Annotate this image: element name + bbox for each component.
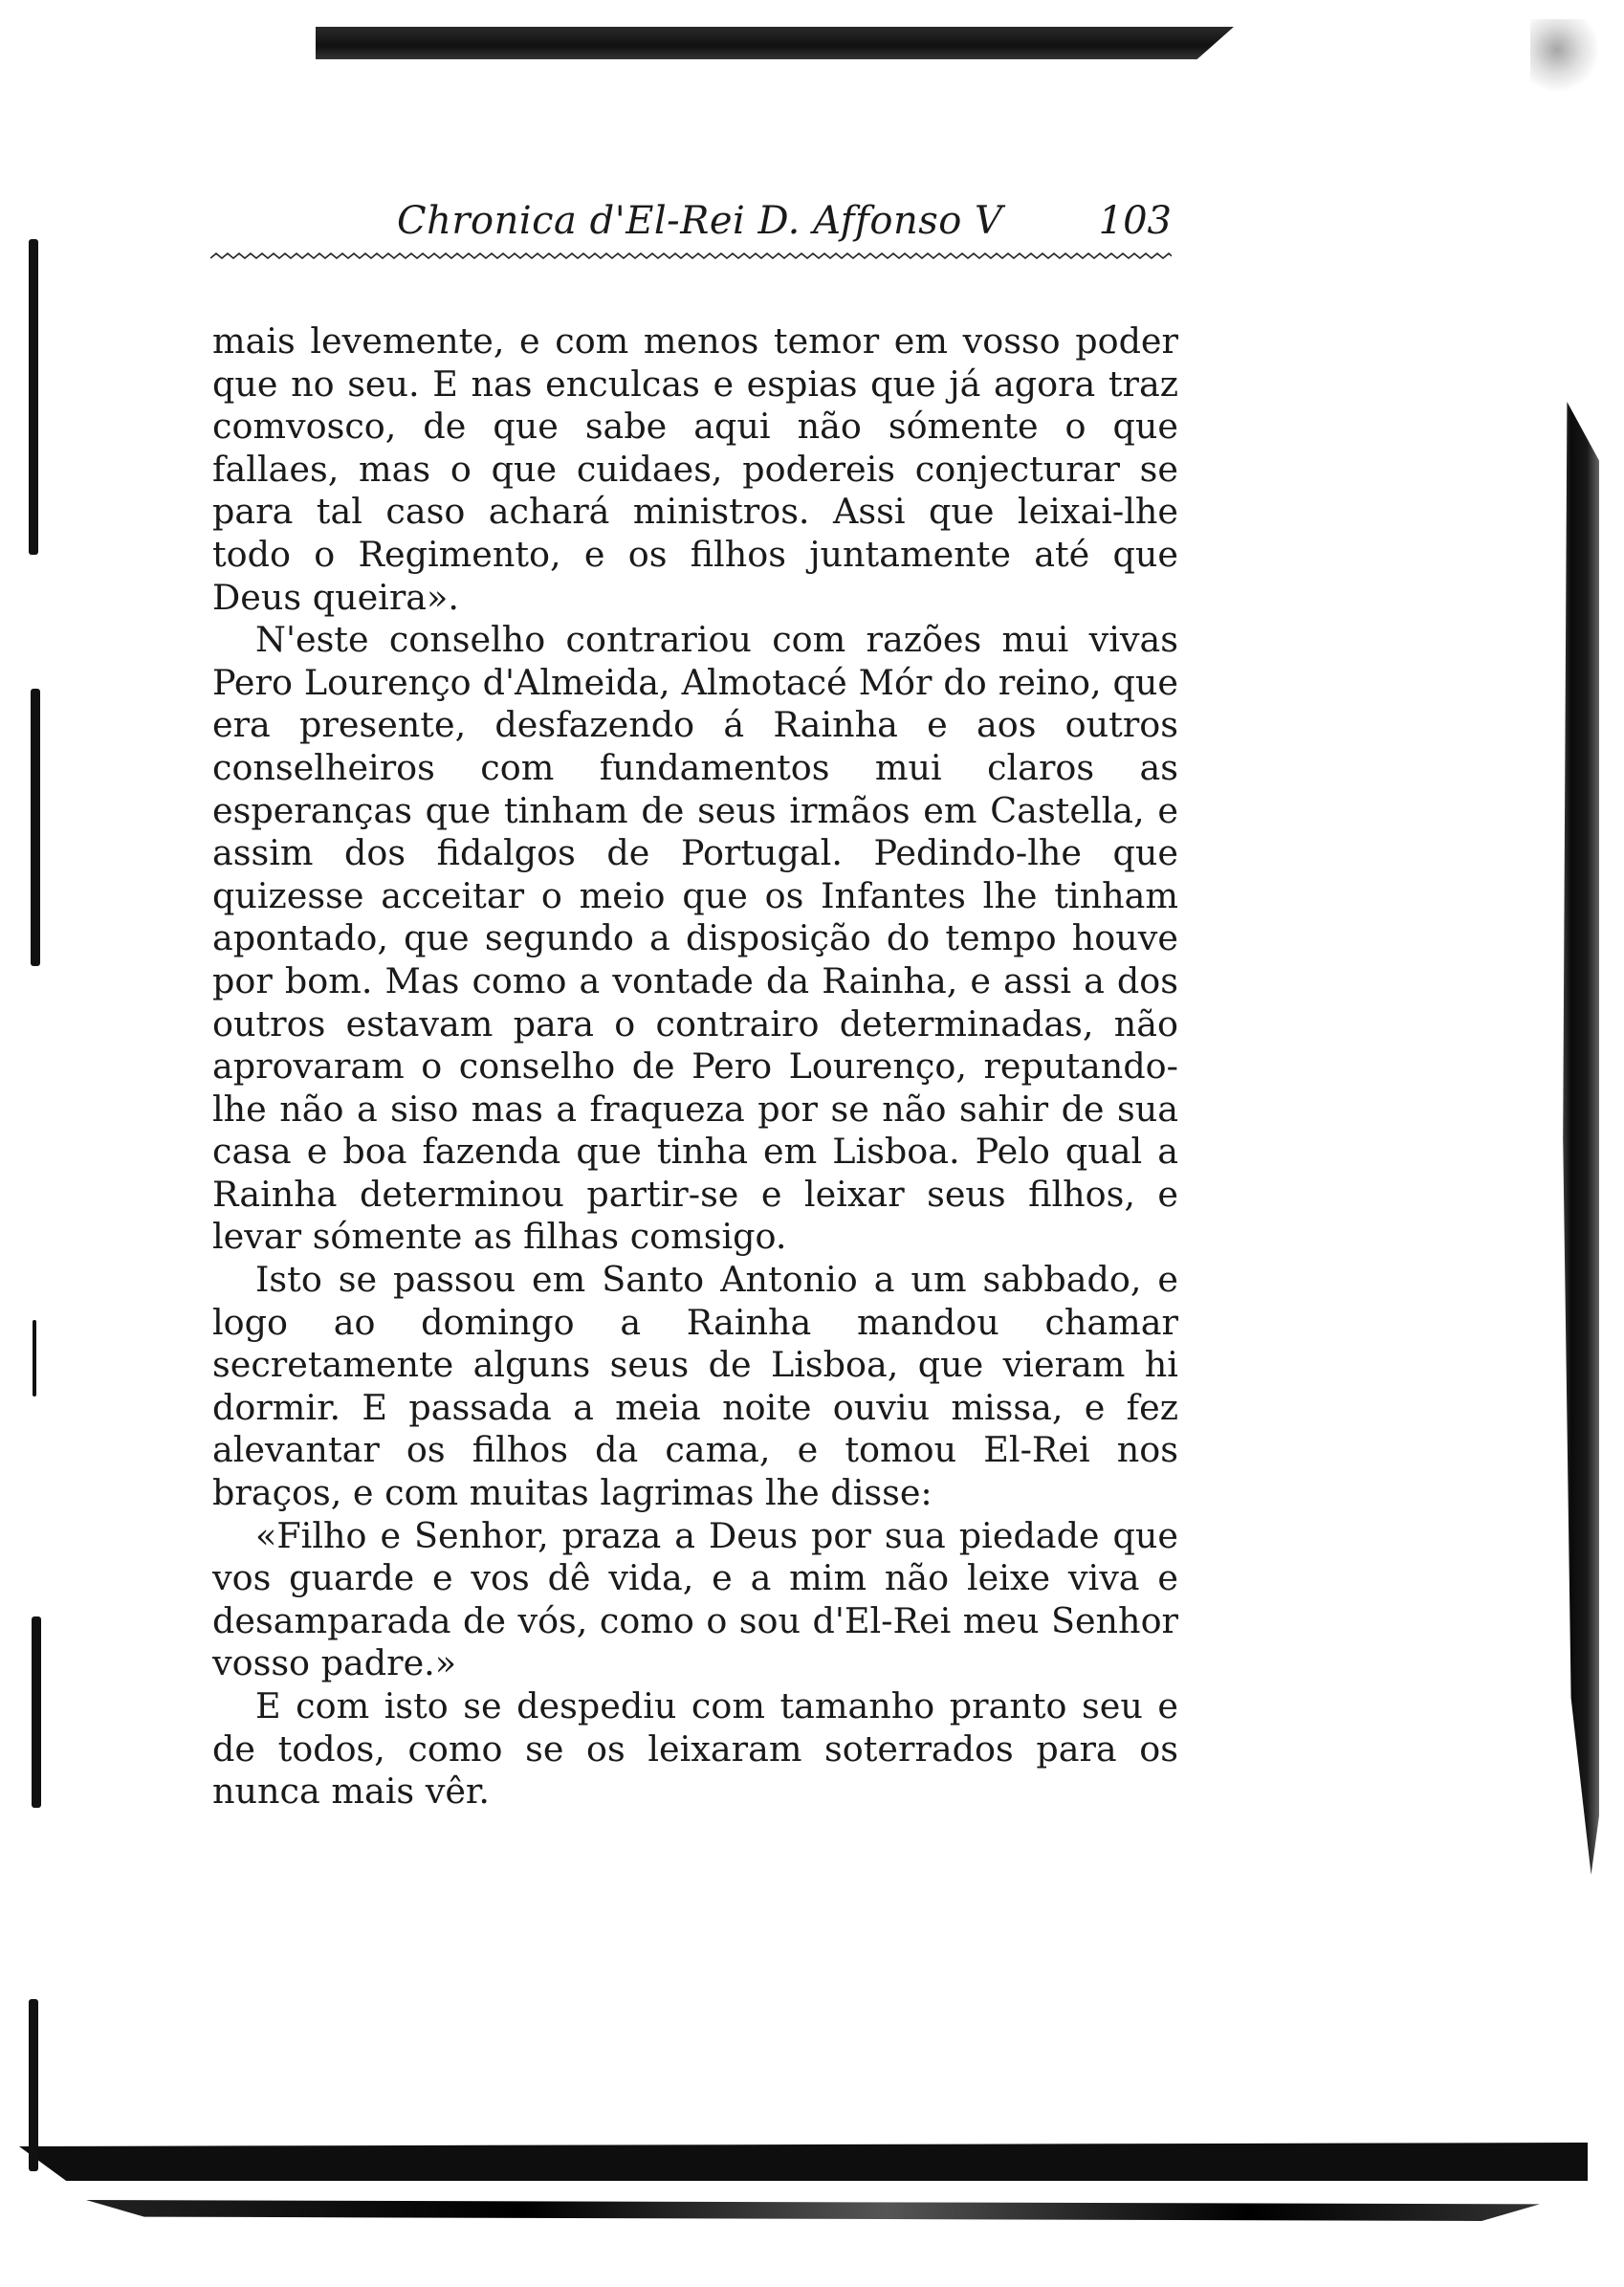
scan-edge-bottom-lower <box>86 2200 1540 2221</box>
scan-edge-left-mark <box>29 1999 38 2171</box>
body-text <box>212 320 1178 1814</box>
wavy-rule-divider <box>210 253 1172 264</box>
paragraph-1: mais levemente, e com menos temor em vosso poder que no seu. E nas enculcas e espias que já agora traz comvosco, de que sabe aqui não sómente o que fallaes, mas o que cuidaes, podereis conjecturar se para tal caso achará ministros. Assi que leixai-lhe todo o Regimento, e os filhos juntamente até que Deus queira». <box>212 320 1178 618</box>
scan-edge-left-mark <box>29 239 38 555</box>
page-number: 103 <box>1098 199 1172 243</box>
running-head <box>397 191 1172 258</box>
running-head-title: Chronica d'El-Rei D. Affonso V <box>397 199 1003 243</box>
scan-edge-left-mark <box>31 689 40 966</box>
paragraph-4: «Filho e Senhor, praza a Deus por sua piedade que vos guarde e vos dê vida, e a mim não leixe viva e desamparada de vós, como o sou d'El-Rei meu Senhor vosso padre.» <box>212 1514 1178 1684</box>
scan-edge-right <box>1559 402 1599 1875</box>
paragraph-2: N'este conselho contrariou com razões mui vivas Pero Lourenço d'Almeida, Almotacé Mór do reino, que era presente, desfazendo á Rainha e aos outros conselheiros com fundamentos mui claros as esperanças que tinham de seus irmãos em Castella, e assim dos fidalgos de Portugal. Pedindo-lhe que quizesse acceitar o meio que os Infantes lhe tinham apontado, que segundo a disposição do tempo houve por bom. Mas como a vontade da Rainha, e assi a dos outros estavam para o contrairo determinadas, não aprovaram o conselho de Pero Lourenço, reputando-lhe não a siso mas a fraqueza por se não sahir de sua casa e boa fazenda que tinha em Lisboa. Pelo qual a Rainha determinou partir-se e leixar seus filhos, e levar sómente as filhas comsigo. <box>212 619 1178 1258</box>
scan-corner-smudge <box>1530 19 1597 96</box>
scan-edge-bottom <box>19 2143 1588 2181</box>
scan-edge-top <box>316 27 1234 59</box>
scan-edge-left-mark <box>32 1616 41 1808</box>
paragraph-3: Isto se passou em Santo Antonio a um sabbado, e logo ao domingo a Rainha mandou chamar secretamente alguns seus de Lisboa, que vieram hi dormir. E passada a meia noite ouviu missa, e fez alevantar os filhos da cama, e tomou El-Rei nos braços, e com muitas lagrimas lhe disse: <box>212 1259 1178 1514</box>
scan-edge-left-mark <box>33 1320 36 1396</box>
paragraph-5: E com isto se despediu com tamanho pranto seu e de todos, como se os leixaram soterrados para os nunca mais vêr. <box>212 1685 1178 1813</box>
